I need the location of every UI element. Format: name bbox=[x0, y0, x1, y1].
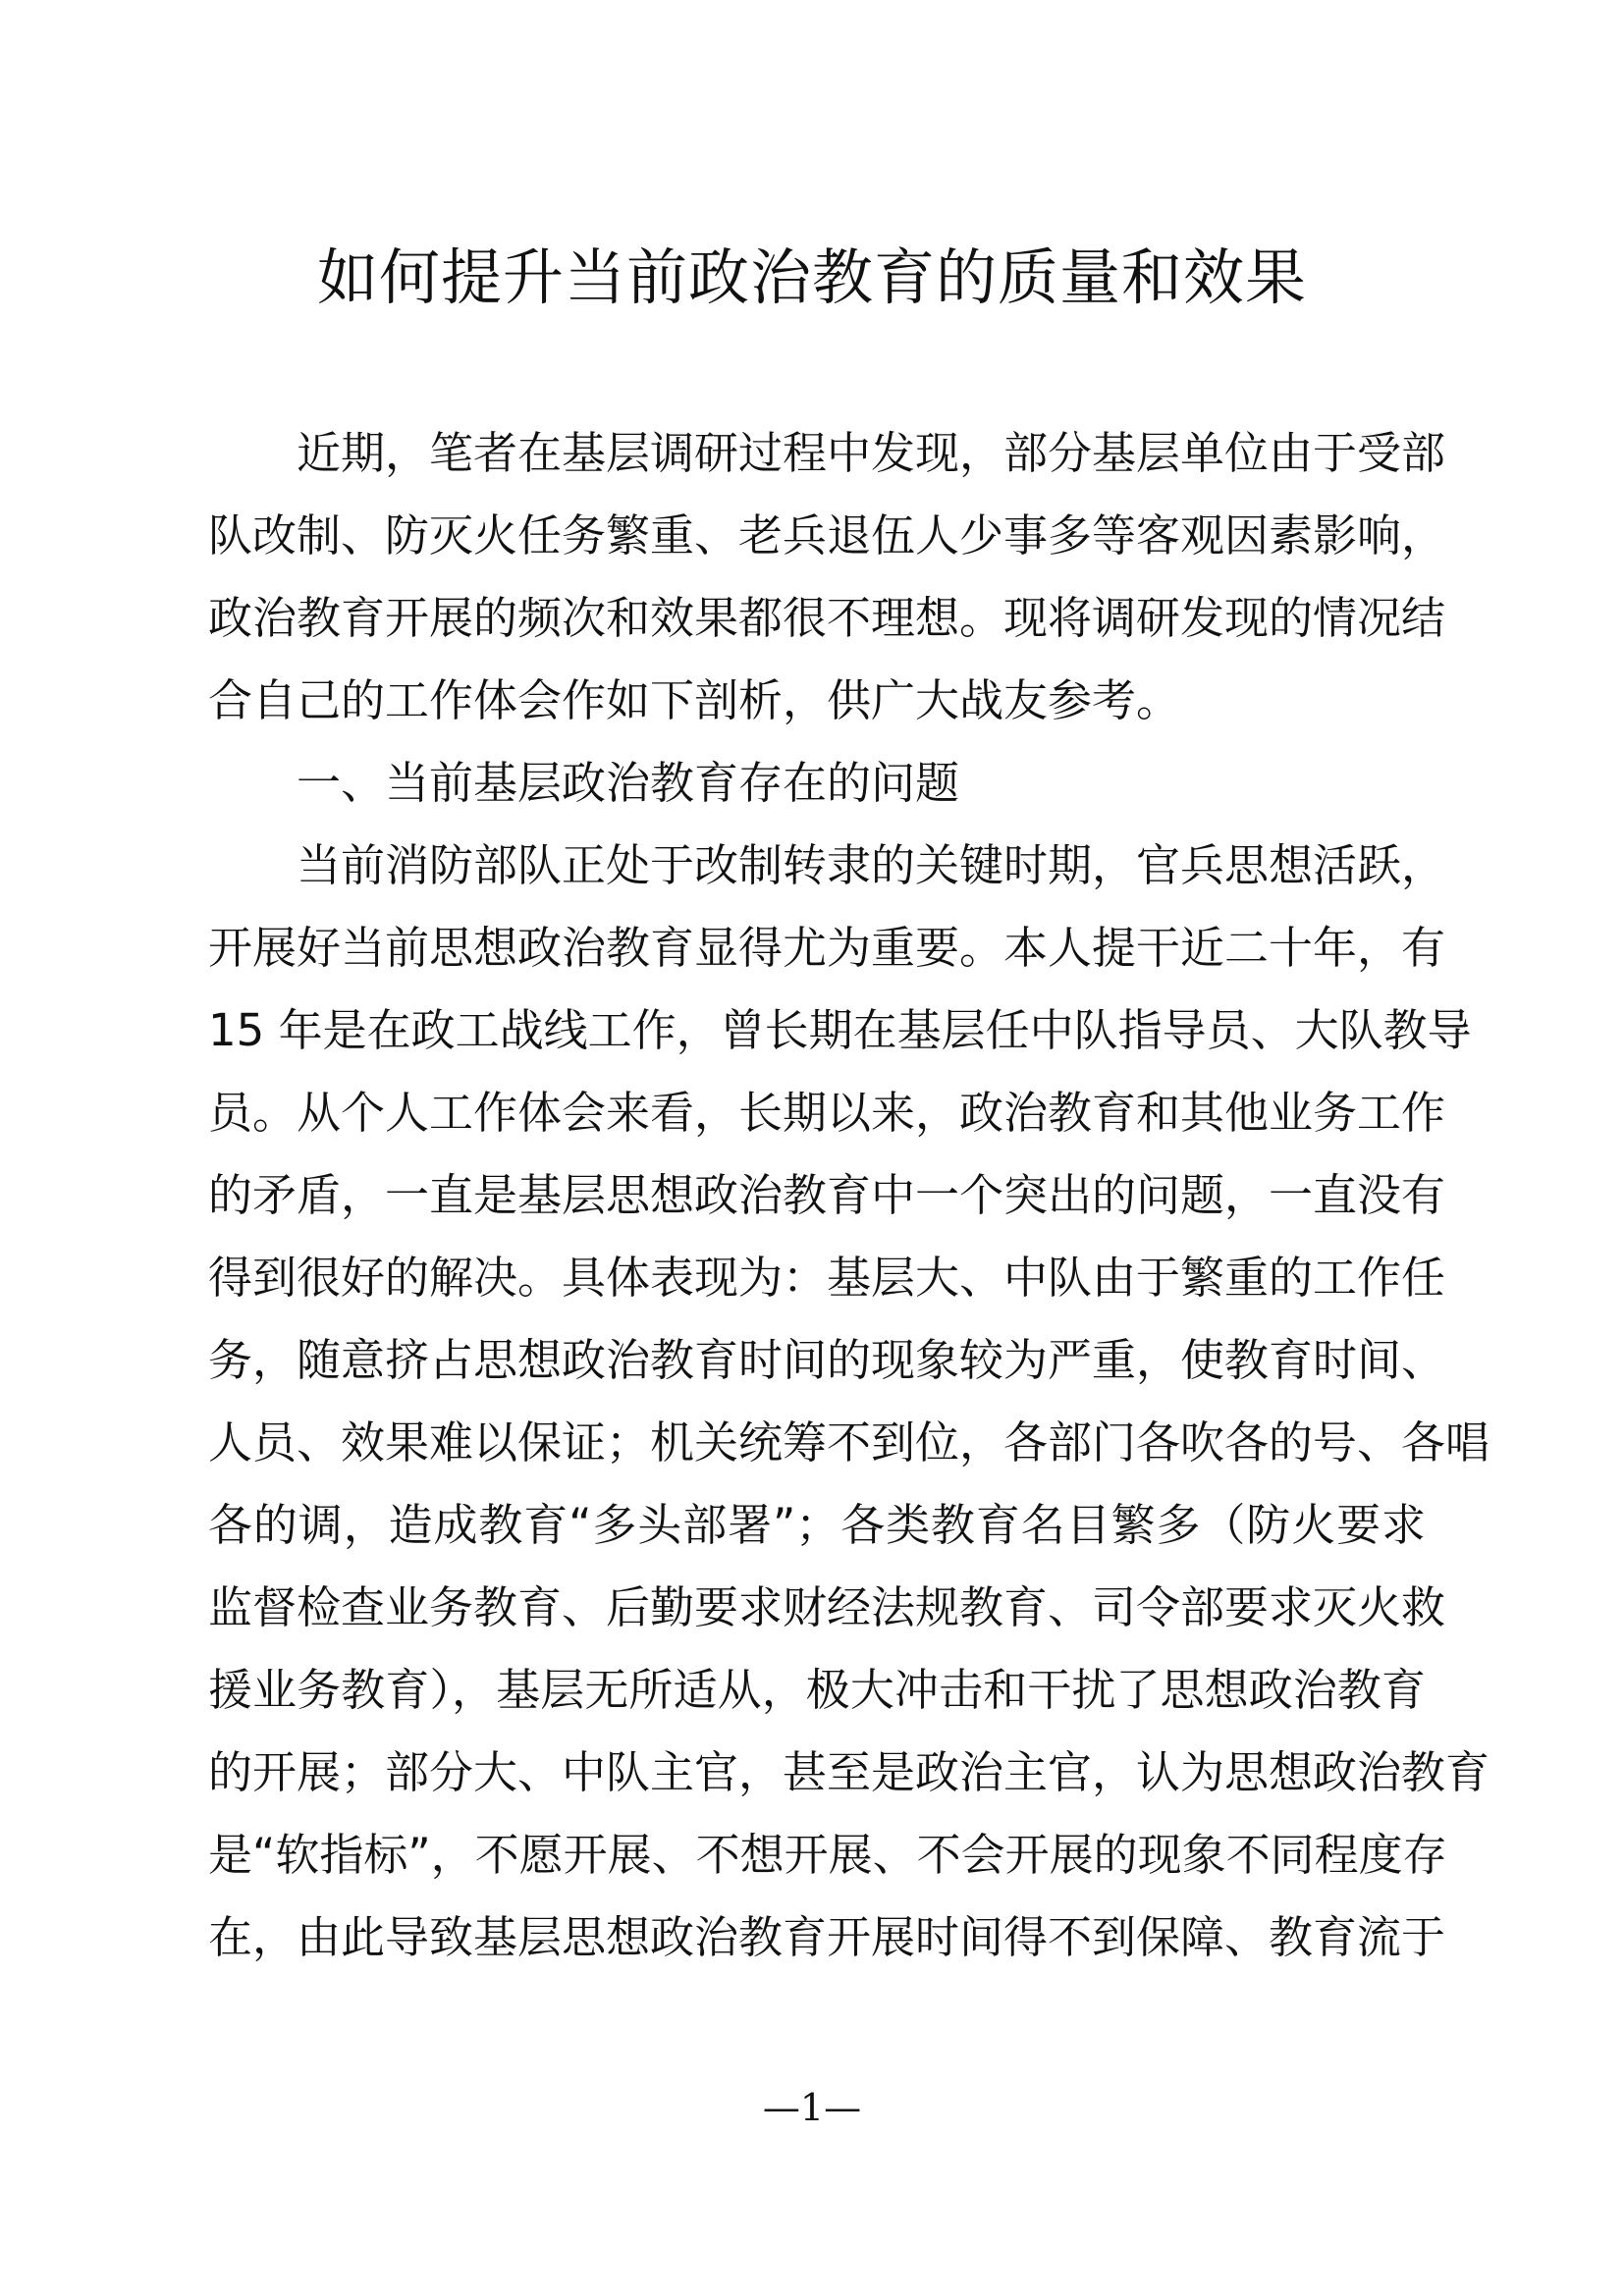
paragraph-line: 15 年是在政工战线工作，曾长期在基层任中队指导员、大队教导 bbox=[208, 1004, 1472, 1056]
section-heading: 一、当前基层政治教育存在的问题 bbox=[297, 757, 960, 809]
paragraph-line: 援业务教育），基层无所适从，极大冲击和干扰了思想政治教育 bbox=[208, 1664, 1426, 1716]
paragraph-line: 各的调，造成教育“多头部署”；各类教育名目繁多（防火要求 bbox=[208, 1499, 1426, 1551]
paragraph-line: 合自己的工作体会作如下剖析，供广大战友参考。 bbox=[208, 674, 1181, 726]
document-title: 如何提升当前政治教育的质量和效果 bbox=[316, 241, 1307, 313]
paragraph-line: 政治教育开展的频次和效果都很不理想。现将调研发现的情况结 bbox=[208, 592, 1446, 644]
paragraph-line: 当前消防部队正处于改制转隶的关键时期，官兵思想活跃， bbox=[297, 839, 1446, 891]
paragraph-line: 在，由此导致基层思想政治教育开展时间得不到保障、教育流于 bbox=[208, 1911, 1446, 1963]
paragraph-line: 员。从个人工作体会来看，长期以来，政治教育和其他业务工作 bbox=[208, 1087, 1446, 1139]
paragraph-line: 队改制、防灭火任务繁重、老兵退伍人少事多等客观因素影响， bbox=[208, 509, 1446, 561]
paragraph-line: 是“软指标”，不愿开展、不想开展、不会开展的现象不同程度存 bbox=[208, 1829, 1447, 1881]
paragraph-line: 得到很好的解决。具体表现为：基层大、中队由于繁重的工作任 bbox=[208, 1252, 1446, 1304]
paragraph-line: 人员、效果难以保证；机关统筹不到位，各部门各吹各的号、各唱 bbox=[208, 1416, 1490, 1468]
paragraph-line: 监督检查业务教育、后勤要求财经法规教育、司令部要求灭火救 bbox=[208, 1581, 1446, 1633]
paragraph-line: 近期，笔者在基层调研过程中发现，部分基层单位由于受部 bbox=[297, 427, 1446, 479]
page-number: —1— bbox=[762, 2086, 862, 2129]
document-body bbox=[208, 412, 1490, 1979]
paragraph-line: 的开展；部分大、中队主官，甚至是政治主官，认为思想政治教育 bbox=[208, 1746, 1490, 1798]
paragraph-line: 务，随意挤占思想政治教育时间的现象较为严重，使教育时间、 bbox=[208, 1334, 1446, 1386]
paragraph-line: 的矛盾，一直是基层思想政治教育中一个突出的问题，一直没有 bbox=[208, 1169, 1446, 1221]
paragraph-line: 开展好当前思想政治教育显得尤为重要。本人提干近二十年，有 bbox=[208, 922, 1446, 974]
